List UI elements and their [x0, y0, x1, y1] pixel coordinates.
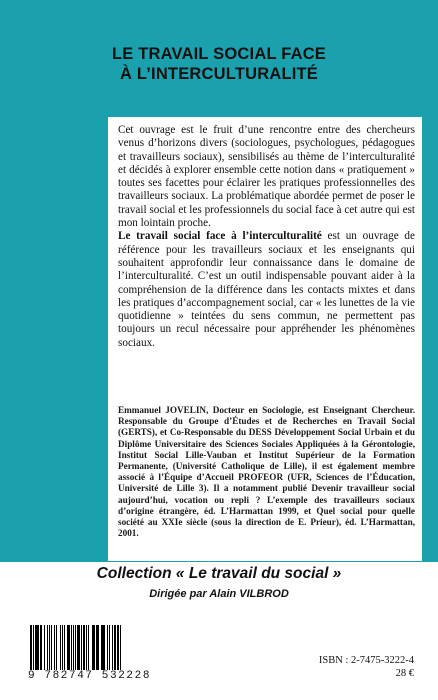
- description-paragraph-2: [118, 230, 415, 350]
- collection-name: Collection « Le travail du social »: [96, 565, 342, 582]
- description-paragraph-1: Cet ouvrage est le fruit d’une rencontre entre des chercheurs venus d’horizons divers (sociologues, psychologues, pédagogues et travailleurs sociaux), sensibilisés au thème de l’interculturalité et décidés à explorer ensemble cette notion dans « pratiquement » toutes ses facettes pour éclairer les pratiques professionnelles des travailleurs sociaux. La problématique abordée permet de poser le travail social et les professionnels du social face à cet autre qui est mon lointain proche.: [118, 124, 415, 230]
- title-line-2: À L’INTERCULTURALITÉ: [119, 65, 318, 83]
- description-paragraph-2-text: est un ouvrage de référence pour les travailleurs sociaux et les enseignants qui souhaitent approfondir leur connaissance dans le domaine de l’interculturalité. C’est un outil indispensable pouvant aider à la compréhension de la différence dans les contacts mixtes et dans les pratiques d’accompagnement social, car « les lunettes de la vie quotidienne » teintées du sens commun, ne permettent pas toujours un recul nécessaire pour appréhender les phénomènes sociaux.: [118, 230, 415, 349]
- isbn-block: [319, 654, 414, 680]
- price: 28 €: [395, 668, 414, 679]
- barcode-bar: [120, 625, 122, 670]
- isbn-number: ISBN : 2-7475-3222-4: [318, 655, 414, 666]
- title-line-1: LE TRAVAIL SOCIAL FACE: [111, 45, 327, 63]
- collection-director: Dirigée par Alain VILBROD: [149, 588, 289, 600]
- barcode-digits: 9 782747 532228: [28, 670, 152, 682]
- author-bio: Emmanuel JOVELIN, Docteur en Sociologie, est Enseignant Chercheur. Responsable du Groupe d’Études et de Recherches en Travail Social (GERTS), et Co-Responsable du DESS Développement Social Urbain et du Diplôme Universitaire des Sciences Sociales Appliquées à la Gérontologie, Institut Social Lille-Vauban et Institut Supérieur de la Formation Permanente, (Université Catholique de Lille), il est également membre associé à l’Équipe d’Accueil PROFEOR (UFR, Sciences de l’Éducation, Université de Lille 3). Il a notamment publié Devenir travailleur social aujourd’hui, vocation ou repli ? L’exemple des travailleurs sociaux d’origine étrangère, éd. L’Harmattan 1999, et Quel social pour quelle société au XXIe siècle (sous la direction de E. Prieur), éd. L’Harmattan, 2001.: [118, 405, 415, 539]
- book-title-inline: Le travail social face à l’interculturalité: [118, 230, 322, 243]
- barcode: [30, 625, 195, 670]
- description: [118, 124, 415, 350]
- book-title: [0, 44, 438, 84]
